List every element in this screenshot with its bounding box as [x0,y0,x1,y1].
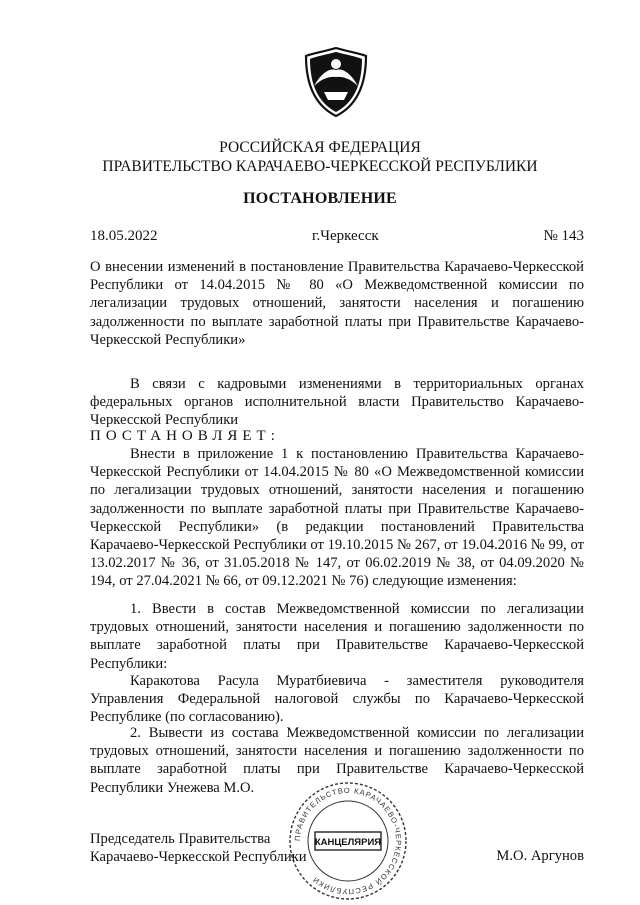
signatory-title [90,830,307,866]
main-paragraph: Внести в приложение 1 к постановлению Правительства Карачаево-Черкесской Республики от 14.04.2015 № 80 «О Межведомственной комиссии по легализации трудовых отношений, занятости населения и погашению задолженности по выплате заработной платы при Правительстве Карачаево-Черкесской Республики» (в редакции постановлений Правительства Карачаево-Черкесской Республики от 19.10.2015 № 267, от 19.04.2016 № 99, от 13.02.2017 № 36, от 31.05.2018 № 147, от 06.02.2019 № 38, от 04.09.2020 № 194, от 27.04.2021 № 66, от 09.12.2021 № 76) следующие изменения: [90,446,584,590]
document-type-title: ПОСТАНОВЛЕНИЕ [243,190,397,207]
preamble-paragraph: В связи с кадровыми изменениями в территориальных органах федеральных органов исполнительной власти Правительство Карачаево-Черкесской Республики [90,376,584,429]
country-header: РОССИЙСКАЯ ФЕДЕРАЦИЯ [219,139,421,156]
coat-of-arms-icon [302,46,370,118]
government-header: ПРАВИТЕЛЬСТВО КАРАЧАЕВО-ЧЕРКЕССКОЙ РЕСПУБЛИКИ [102,158,538,175]
decree-word: ПОСТАНОВЛЯЕТ: [90,428,280,444]
signatory-title-line-2: Карачаево-Черкесской Республики [90,849,307,865]
office-stamp-icon [285,778,411,904]
stamp-center-text: КАНЦЕЛЯРИЯ [314,837,382,848]
signatory-title-line-1: Председатель Правительства [90,831,271,847]
document-city: г.Черкесск [312,228,379,244]
signatory-name: М.О. Аргунов [496,848,584,864]
document-date: 18.05.2022 [90,228,158,244]
item-1-paragraph: 1. Ввести в состав Межведомственной комиссии по легализации трудовых отношений, занятости населения и погашению задолженности по выплате заработной платы при Правительстве Карачаево-Черкесской Республики: [90,601,584,672]
item-2-paragraph: 2. Вывести из состава Межведомственной комиссии по легализации трудовых отношений, занятости населения и погашению задолженности по выплате заработной платы при Правительстве Карачаево-Черкесской Республики Унежева М.О. [90,725,584,796]
stamp-ring-text: ПРАВИТЕЛЬСТВО КАРАЧАЕВО-ЧЕРКЕССКОЙ РЕСПУБЛИКИ [292,785,404,897]
document-number: № 143 [543,228,584,244]
document-subject: О внесении изменений в постановление Правительства Карачаево-Черкесской Республики от 14.04.2015 № 80 «О Межведомственной комиссии по легализации трудовых отношений, занятости населения и погашению задолженности по выплате заработной платы при Правительстве Карачаево-Черкесской Республики» [90,259,584,348]
item-1-person-paragraph: Каракотова Расула Муратбиевича - заместителя руководителя Управления Федеральной налоговой службы по Карачаево-Черкесской Республике (по согласованию). [90,673,584,726]
